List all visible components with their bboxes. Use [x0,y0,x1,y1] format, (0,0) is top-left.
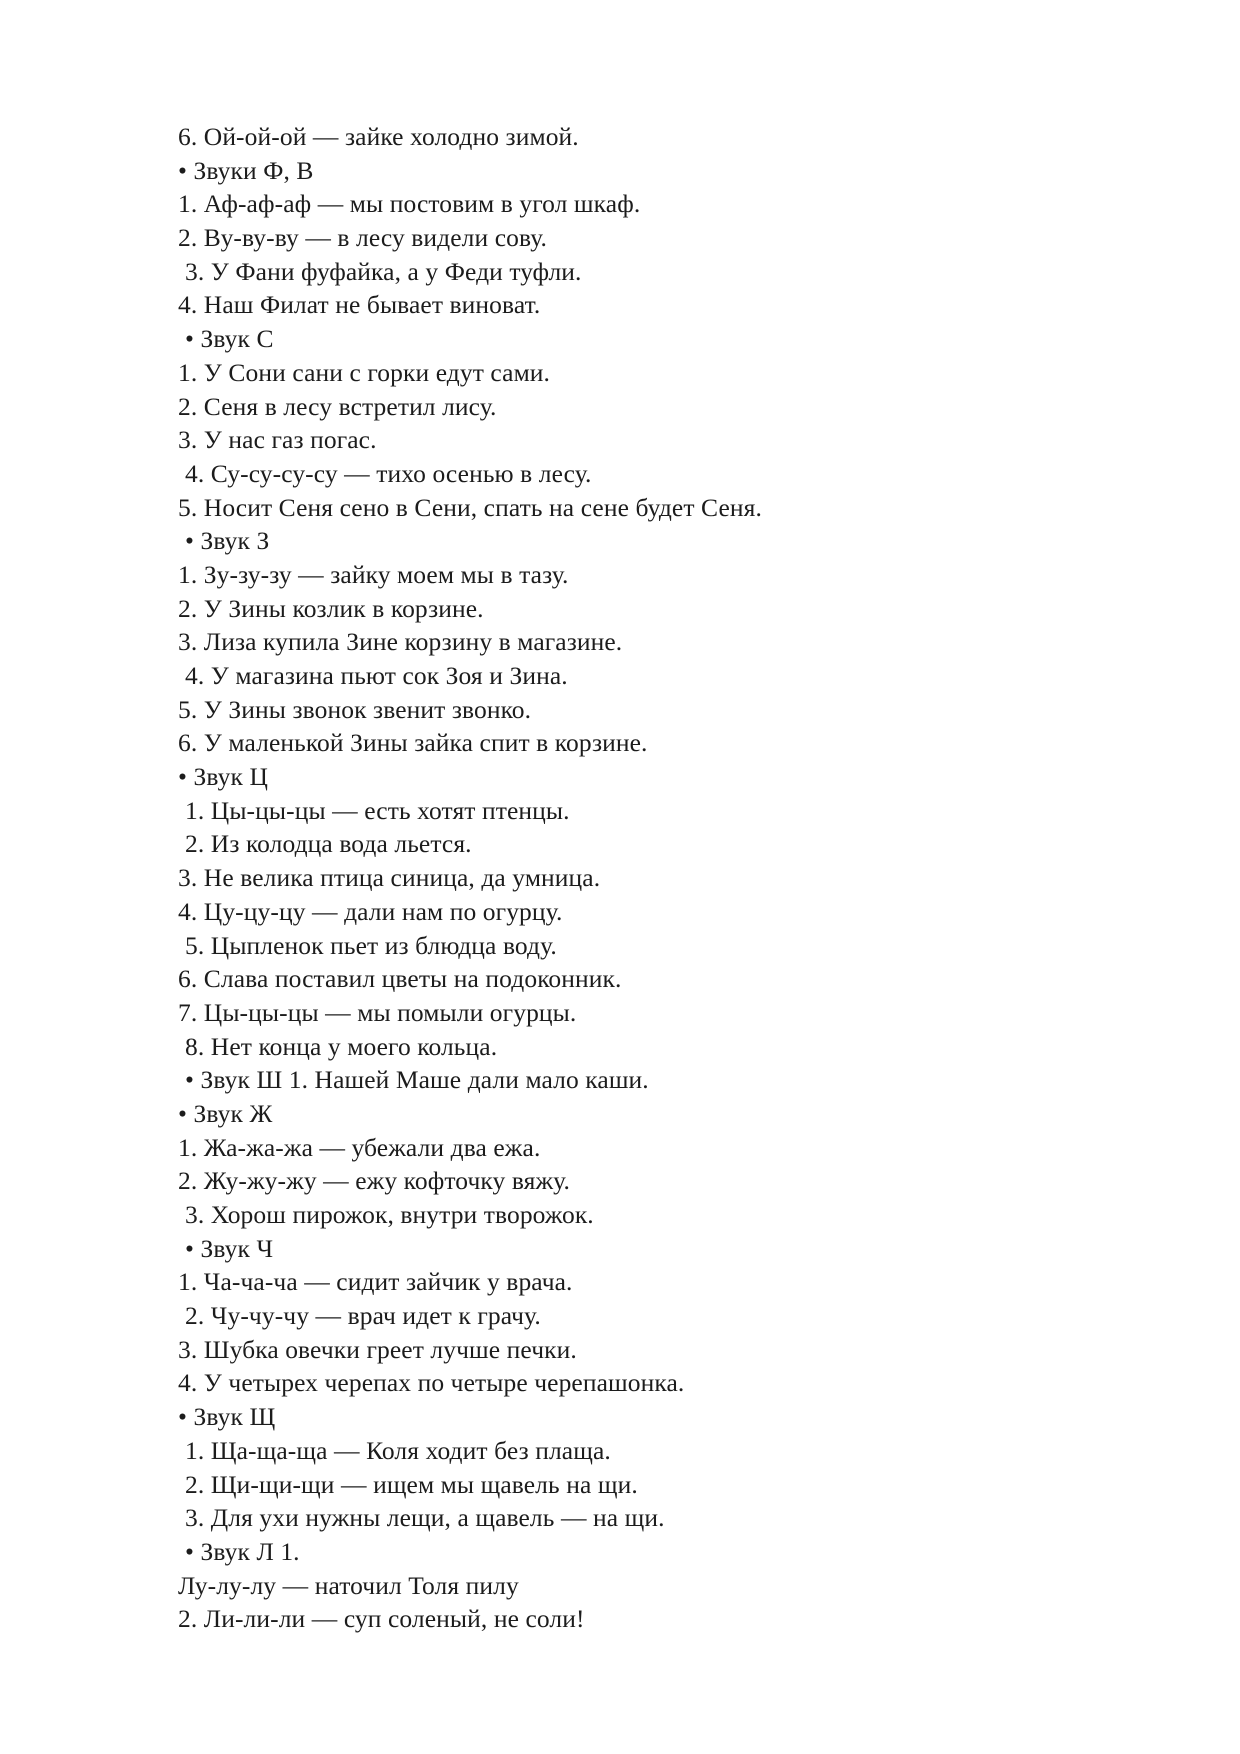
text-line: 3. Шубка овечки греет лучше печки. [178,1334,577,1364]
text-line: 7. Цы-цы-цы — мы помыли огурцы. [178,997,577,1027]
text-body [178,120,1178,1636]
text-line: 4. Су-су-су-су — тихо осенью в лесу. [185,458,592,488]
text-line: 4. Цу-цу-цу — дали нам по огурцу. [178,896,563,926]
text-line: 6. Слава поставил цветы на подоконник. [178,964,622,994]
text-line: 1. Ча-ча-ча — сидит зайчик у врача. [178,1267,573,1297]
text-line: 3. Лиза купила Зине корзину в магазине. [178,627,623,657]
text-line: 6. Ой-ой-ой — зайке холодно зимой. [178,122,579,151]
text-line: 1. Жа-жа-жа — убежали два ежа. [178,1132,541,1162]
section-heading: • Звук Ч [185,1233,274,1263]
text-line: 3. Для ухи нужны лещи, а щавель — на щи. [185,1503,665,1533]
section-heading: • Звук З [185,526,270,556]
text-line: 2. Ли-ли-ли — суп соленый, не соли! [178,1604,585,1634]
text-line: 4. У магазина пьют сок Зоя и Зина. [185,661,568,690]
section-heading: • Звук Щ [178,1402,276,1432]
text-line: 2. Из колодца вода льется. [185,829,472,859]
section-heading: • Звуки Ф, В [178,155,314,185]
text-line: 5. У Зины звонок звенит звонко. [178,694,532,724]
section-heading: • Звук Л 1. [185,1536,300,1566]
text-line: 3. У нас газ погас. [178,425,377,455]
text-line: 6. У маленькой Зины зайка спит в корзине. [178,728,648,758]
text-line: 3. Хорош пирожок, внутри творожок. [185,1200,594,1229]
text-line: 1. Зу-зу-зу — зайку моем мы в тазу. [178,559,569,589]
text-line: 1. Ща-ща-ща — Коля ходит без плаща. [185,1435,611,1465]
text-line: 5. Цыпленок пьет из блюдца воду. [185,930,557,960]
text-line: 8. Нет конца у моего кольца. [185,1031,498,1061]
text-line: 2. Сеня в лесу встретил лису. [178,391,497,421]
text-line: 2. Жу-жу-жу — ежу кофточку вяжу. [178,1166,570,1196]
text-line: Лу-лу-лу — наточил Толя пилу [178,1570,519,1600]
text-line: 2. Ву-ву-ву — в лесу видели сову. [178,223,548,253]
text-line: 1. Цы-цы-цы — есть хотят птенцы. [185,795,570,825]
text-line: 5. Носит Сеня сено в Сени, спать на сене будет Сеня. [178,492,762,522]
section-heading: • Звук Ш 1. Нашей Маше дали мало каши. [185,1065,649,1095]
section-heading: • Звук Ж [178,1098,273,1128]
section-heading: • Звук С [185,324,274,354]
text-line: 3. Не велика птица синица, да умница. [178,863,601,893]
text-line: 1. У Сони сани с горки едут сами. [178,357,551,387]
text-line: 3. У Фани фуфайка, а у Феди туфли. [185,256,582,286]
text-line: 2. Чу-чу-чу — врач идет к грачу. [185,1301,541,1331]
text-line: 2. Щи-щи-щи — ищем мы щавель на щи. [185,1469,638,1499]
text-line: 4. Наш Филат не бывает виноват. [178,290,541,320]
text-line: 2. У Зины козлик в корзине. [178,593,484,623]
section-heading: • Звук Ц [178,762,268,792]
text-line: 1. Аф-аф-аф — мы постовим в угол шкаф. [178,189,641,219]
text-line: 4. У четырех черепах по четыре черепашонка. [178,1368,685,1398]
